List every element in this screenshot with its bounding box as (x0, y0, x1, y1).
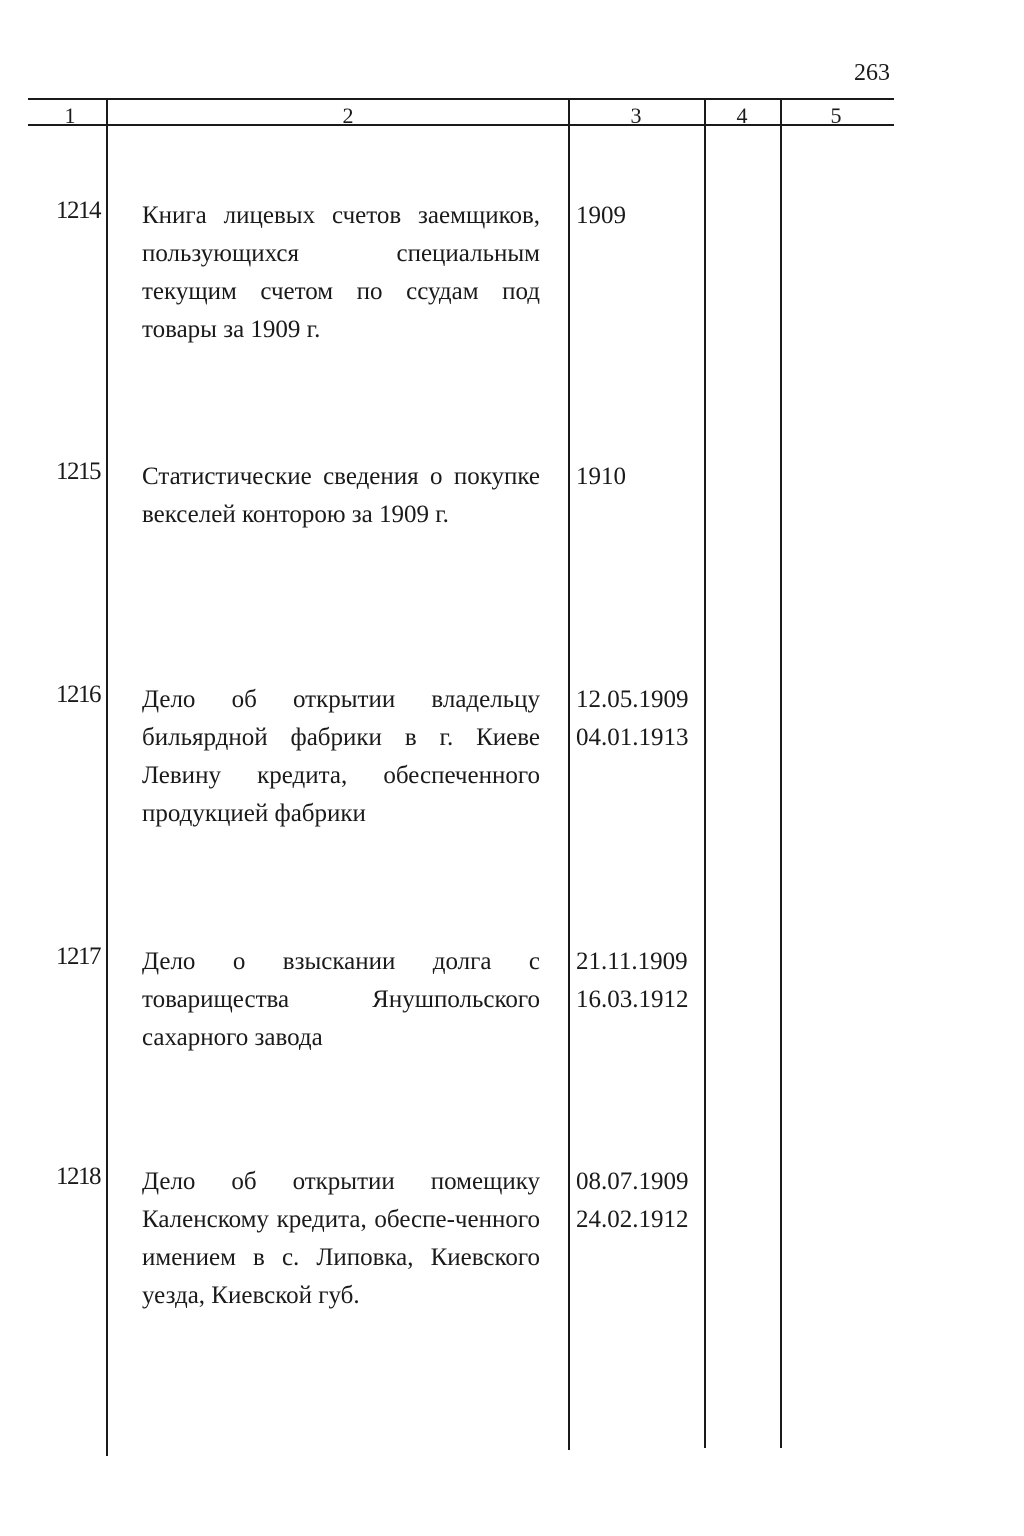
row-title: Книга лицевых счетов заемщиков, пользующихся специальным текущим счетом по ссудам под товары за 1909 г. (142, 202, 540, 343)
row-title: Дело об открытии помещику Каленскому кредита, обеспе-ченного имением в с. Липовка, Киевского уезда, Киевской губ. (142, 1168, 540, 1309)
column-header-5: 5 (830, 103, 842, 128)
column-divider-2 (568, 98, 570, 1450)
row-dates (576, 458, 701, 496)
row-date: 16.03.1912 (576, 986, 689, 1013)
table-header-rule (28, 124, 894, 126)
row-number: 1216 (56, 681, 100, 708)
page-number: 263 (854, 60, 890, 86)
table-top-rule (28, 98, 894, 100)
row-title: Дело об открытии владельцу бильярдной фабрики в г. Киеве Левину кредита, обеспеченного продукцией фабрики (142, 686, 540, 827)
row-dates (576, 681, 701, 757)
row-title: Статистические сведения о покупке векселей конторою за 1909 г. (142, 463, 540, 528)
row-date: 24.02.1912 (576, 1206, 689, 1233)
row-date: 1909 (576, 202, 626, 229)
row-dates (576, 1163, 701, 1239)
row-date: 12.05.1909 (576, 686, 689, 713)
row-number: 1217 (56, 943, 100, 970)
column-header-3: 3 (630, 103, 642, 128)
row-dates (576, 943, 701, 1019)
row-date: 04.01.1913 (576, 724, 689, 751)
row-date: 08.07.1909 (576, 1168, 689, 1195)
row-number: 1218 (56, 1163, 100, 1190)
row-date: 1910 (576, 463, 626, 490)
column-header-4: 4 (736, 103, 748, 128)
column-header-2: 2 (342, 103, 354, 128)
row-number: 1215 (56, 458, 100, 485)
row-title: Дело о взыскании долга с товарищества Янушпольского сахарного завода (142, 948, 540, 1051)
row-number: 1214 (56, 197, 100, 224)
column-divider-1 (106, 98, 108, 1456)
row-date: 21.11.1909 (576, 948, 688, 975)
row-dates (576, 197, 701, 235)
column-divider-3 (704, 98, 706, 1448)
column-header-1: 1 (64, 103, 76, 128)
column-divider-4 (780, 98, 782, 1448)
